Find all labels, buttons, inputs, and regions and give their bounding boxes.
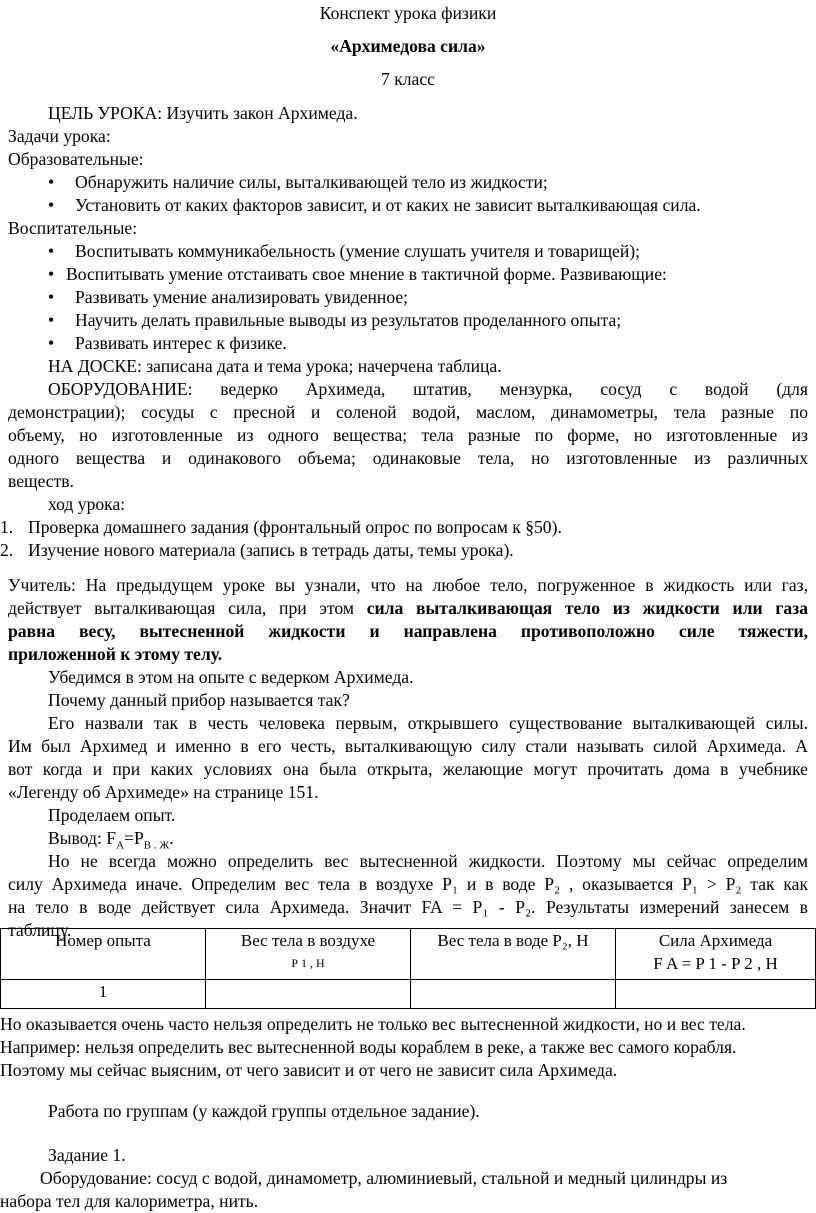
conclusion-formula: Вывод: $F_A=P_{В . Ж}$. — [48, 828, 174, 852]
after-table-line: Но оказывается очень часто нельзя определить не только вес вытесненной жидкости, но и вес тела. — [0, 1014, 746, 1034]
table-header-row — [1, 929, 816, 980]
body-block-2 — [0, 574, 816, 942]
educational-label: Образовательные: — [8, 149, 144, 169]
list-item: • Развивать интерес к физике. — [48, 333, 287, 353]
grade-label: 7 класс — [381, 69, 435, 89]
task1-equipment: Оборудование: сосуд с водой, динамометр, алюминиевый, стальной и медный цилиндры из набора тел для калориметра, нить. — [0, 1168, 728, 1211]
body-block-3 — [0, 1013, 816, 1082]
lesson-title: «Архимедова сила» — [330, 36, 486, 56]
method-paragraph: Но не всегда можно определить вес вытесненной жидкости. Поэтому мы сейчас определим силу Архимеда иначе. Определим вес тела в воздухе P₁ и в воде P₂ , оказывается P₁ > P₂ так как на тело в воде действует сила Архимеда. Значит FA = P₁ - P₂. Результаты измерений занесем в таблицу. — [8, 851, 808, 940]
header-cell: Вес тела в воде P₂, Н — [411, 929, 616, 980]
list-item: • Воспитывать коммуникабельность (умение слушать учителя и товарищей); — [48, 241, 640, 261]
table-cell: 1 — [1, 980, 206, 1009]
step-item: 2. Изучение нового материала (запись в тетрадь даты, темы урока). — [0, 540, 514, 560]
why-paragraph: Почему данный прибор называется так? — [48, 690, 350, 710]
check-paragraph: Убедимся в этом на опыте с ведерком Архимеда. — [48, 667, 414, 687]
lesson-subtitle: Конспект урока физики — [319, 3, 497, 23]
after-table-line: Например: нельзя определить вес вытесненной воды кораблем в реке, а также вес самого корабля. — [0, 1037, 737, 1057]
list-item: • Научить делать правильные выводы из результатов проделанного опыта; — [48, 310, 622, 330]
equipment-paragraph: ОБОРУДОВАНИЕ: ведерко Архимеда, штатив, мензурка, сосуд с водой (для демонстрации); сосуды с пресной и соленой водой, маслом, динамометры, тела разные по объему, но изготовленные из одного вещества; тела разные по форме, но изготовленные из одного вещества и одинакового объема; одинаковые тела, но изготовленные из различных веществ. — [8, 379, 808, 491]
after-table-line: Поэтому мы сейчас выясним, от чего зависит и от чего не зависит сила Архимеда. — [0, 1060, 618, 1080]
table-cell — [206, 980, 411, 1009]
table-cell — [411, 980, 616, 1009]
step-item: 1. Проверка домашнего задания (фронтальный опрос по вопросам к §50). — [0, 517, 562, 537]
lesson-goal: ЦЕЛЬ УРОКА: Изучить закон Архимеда. — [48, 103, 358, 123]
upbringing-label: Воспитательные: — [8, 218, 138, 238]
header-cell: Номер опыта — [1, 929, 206, 980]
list-item: • Развивать умение анализировать увиденное; — [48, 287, 409, 307]
list-item: • Установить от каких факторов зависит, и от каких не зависит выталкивающая сила. — [48, 195, 701, 215]
history-paragraph: Его назвали так в честь человека первым, открывшего существование выталкивающей силы. Им был Архимед и именно в его честь, выталкивающую силу стали называть силой Архимеда. А вот когда и при каких условиях она была открыта, желающие могут прочитать дома в учебнике «Легенду об Архимеде» на странице 151. — [8, 713, 808, 802]
list-item: • Воспитывать умение отстаивать свое мнение в тактичной форме. Развивающие: — [48, 264, 667, 284]
board-note: НА ДОСКЕ: записана дата и тема урока; начерчена таблица. — [48, 356, 502, 376]
table-cell — [616, 980, 816, 1009]
experiment-paragraph: Проделаем опыт. — [48, 805, 176, 825]
list-item: • Обнаружить наличие силы, выталкивающей тело из жидкости; — [48, 172, 548, 192]
body-block-1 — [0, 102, 816, 562]
group-work-paragraph: Работа по группам (у каждой группы отдельное задание). — [48, 1101, 480, 1121]
teacher-paragraph: Учитель: На предыдущем уроке вы узнали, что на любое тело, погруженное в жидкость или газ, действует выталкивающая сила, при этом сила выталкивающая тело из жидкости или газа равна весу, вытесненной жидкости и направлена противоположно силе тяжести, приложенной к этому телу. — [8, 575, 808, 664]
header-cell: Вес тела в воздухе Р 1 , Н — [206, 929, 411, 980]
table-row — [1, 980, 816, 1009]
task1-heading: Задание 1. — [48, 1145, 126, 1165]
header-cell: Сила Архимеда F A = P 1 - P 2 , Н — [616, 929, 816, 980]
results-table — [0, 928, 816, 1009]
course-label: ход урока: — [48, 494, 126, 514]
tasks-label: Задачи урока: — [8, 126, 111, 146]
